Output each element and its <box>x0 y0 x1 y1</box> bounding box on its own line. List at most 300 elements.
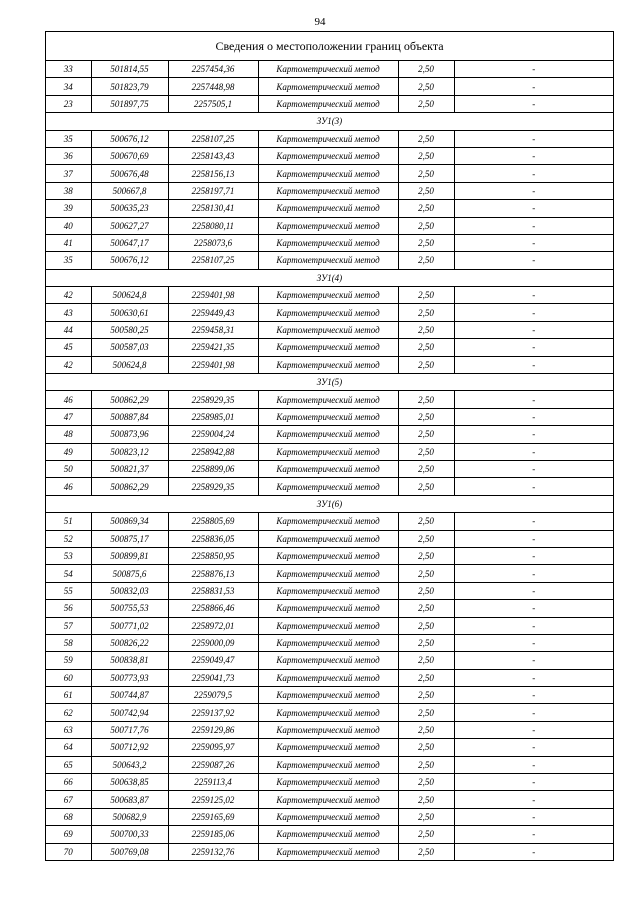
y-coordinate-cell: 2258850,95 <box>168 547 258 564</box>
y-coordinate-cell: 2258972,01 <box>168 617 258 634</box>
method-cell: Картометрический метод <box>258 460 398 477</box>
point-number-cell: 40 <box>46 217 91 234</box>
accuracy-cell: 2,50 <box>398 721 454 738</box>
note-cell: - <box>454 704 613 721</box>
accuracy-cell: 2,50 <box>398 617 454 634</box>
y-coordinate-cell: 2259079,5 <box>168 687 258 704</box>
table-title: Сведения о местоположении границ объекта <box>46 32 613 61</box>
note-cell: - <box>454 460 613 477</box>
note-cell: - <box>454 61 613 78</box>
accuracy-cell: 2,50 <box>398 147 454 164</box>
x-coordinate-cell: 500676,12 <box>91 252 168 269</box>
point-number-cell: 39 <box>46 200 91 217</box>
method-cell: Картометрический метод <box>258 774 398 791</box>
note-cell: - <box>454 78 613 95</box>
x-coordinate-cell: 500869,34 <box>91 513 168 530</box>
x-coordinate-cell: 500580,25 <box>91 321 168 338</box>
note-cell: - <box>454 600 613 617</box>
y-coordinate-cell: 2259421,35 <box>168 339 258 356</box>
y-coordinate-cell: 2257454,36 <box>168 61 258 78</box>
y-coordinate-cell: 2258107,25 <box>168 130 258 147</box>
point-number-cell: 66 <box>46 774 91 791</box>
point-number-cell: 54 <box>46 565 91 582</box>
point-number-cell: 46 <box>46 478 91 495</box>
x-coordinate-cell: 500700,33 <box>91 826 168 843</box>
table-row <box>46 582 613 599</box>
x-coordinate-cell: 500627,27 <box>91 217 168 234</box>
method-cell: Картометрический метод <box>258 565 398 582</box>
x-coordinate-cell: 500887,84 <box>91 408 168 425</box>
point-number-cell: 48 <box>46 426 91 443</box>
table-row <box>46 547 613 564</box>
accuracy-cell: 2,50 <box>398 478 454 495</box>
x-coordinate-cell: 500744,87 <box>91 687 168 704</box>
accuracy-cell: 2,50 <box>398 774 454 791</box>
note-cell: - <box>454 530 613 547</box>
table-row <box>46 721 613 738</box>
y-coordinate-cell: 2259049,47 <box>168 652 258 669</box>
x-coordinate-cell: 500635,23 <box>91 200 168 217</box>
table-row <box>46 513 613 530</box>
method-cell: Картометрический метод <box>258 391 398 408</box>
point-number-cell: 64 <box>46 739 91 756</box>
boundary-table-container <box>45 31 614 861</box>
point-number-cell: 60 <box>46 669 91 686</box>
y-coordinate-cell: 2258929,35 <box>168 391 258 408</box>
y-coordinate-cell: 2258899,06 <box>168 460 258 477</box>
table-row <box>46 808 613 825</box>
accuracy-cell: 2,50 <box>398 252 454 269</box>
point-number-cell: 46 <box>46 391 91 408</box>
x-coordinate-cell: 500821,37 <box>91 460 168 477</box>
note-cell: - <box>454 443 613 460</box>
table-row <box>46 321 613 338</box>
table-row <box>46 669 613 686</box>
x-coordinate-cell: 500670,69 <box>91 147 168 164</box>
point-number-cell: 53 <box>46 547 91 564</box>
table-row <box>46 95 613 112</box>
y-coordinate-cell: 2258985,01 <box>168 408 258 425</box>
note-cell: - <box>454 391 613 408</box>
table-row <box>46 408 613 425</box>
point-number-cell: 56 <box>46 600 91 617</box>
x-coordinate-cell: 500838,81 <box>91 652 168 669</box>
accuracy-cell: 2,50 <box>398 356 454 373</box>
accuracy-cell: 2,50 <box>398 165 454 182</box>
point-number-cell: 68 <box>46 808 91 825</box>
method-cell: Картометрический метод <box>258 165 398 182</box>
method-cell: Картометрический метод <box>258 408 398 425</box>
point-number-cell: 35 <box>46 252 91 269</box>
note-cell: - <box>454 339 613 356</box>
accuracy-cell: 2,50 <box>398 443 454 460</box>
accuracy-cell: 2,50 <box>398 339 454 356</box>
table-row <box>46 217 613 234</box>
x-coordinate-cell: 500875,6 <box>91 565 168 582</box>
table-row <box>46 774 613 791</box>
point-number-cell: 35 <box>46 130 91 147</box>
table-row <box>46 843 613 860</box>
accuracy-cell: 2,50 <box>398 321 454 338</box>
x-coordinate-cell: 501814,55 <box>91 61 168 78</box>
x-coordinate-cell: 501897,75 <box>91 95 168 112</box>
x-coordinate-cell: 500769,08 <box>91 843 168 860</box>
y-coordinate-cell: 2258143,43 <box>168 147 258 164</box>
method-cell: Картометрический метод <box>258 513 398 530</box>
method-cell: Картометрический метод <box>258 808 398 825</box>
y-coordinate-cell: 2259132,76 <box>168 843 258 860</box>
method-cell: Картометрический метод <box>258 182 398 199</box>
section-label: ЗУ1(5) <box>46 374 613 391</box>
note-cell: - <box>454 356 613 373</box>
y-coordinate-cell: 2258929,35 <box>168 478 258 495</box>
note-cell: - <box>454 130 613 147</box>
accuracy-cell: 2,50 <box>398 756 454 773</box>
accuracy-cell: 2,50 <box>398 200 454 217</box>
y-coordinate-cell: 2258080,11 <box>168 217 258 234</box>
x-coordinate-cell: 500773,93 <box>91 669 168 686</box>
note-cell: - <box>454 652 613 669</box>
table-row <box>46 600 613 617</box>
note-cell: - <box>454 826 613 843</box>
method-cell: Картометрический метод <box>258 95 398 112</box>
point-number-cell: 61 <box>46 687 91 704</box>
y-coordinate-cell: 2259185,06 <box>168 826 258 843</box>
note-cell: - <box>454 287 613 304</box>
accuracy-cell: 2,50 <box>398 669 454 686</box>
table-row <box>46 756 613 773</box>
y-coordinate-cell: 2259087,26 <box>168 756 258 773</box>
note-cell: - <box>454 756 613 773</box>
note-cell: - <box>454 200 613 217</box>
point-number-cell: 23 <box>46 95 91 112</box>
x-coordinate-cell: 500683,87 <box>91 791 168 808</box>
accuracy-cell: 2,50 <box>398 565 454 582</box>
method-cell: Картометрический метод <box>258 704 398 721</box>
y-coordinate-cell: 2258156,13 <box>168 165 258 182</box>
table-row <box>46 617 613 634</box>
table-row <box>46 200 613 217</box>
point-number-cell: 42 <box>46 356 91 373</box>
x-coordinate-cell: 500823,12 <box>91 443 168 460</box>
table-row <box>46 304 613 321</box>
accuracy-cell: 2,50 <box>398 826 454 843</box>
note-cell: - <box>454 304 613 321</box>
method-cell: Картометрический метод <box>258 843 398 860</box>
section-header-row <box>46 374 613 391</box>
note-cell: - <box>454 739 613 756</box>
accuracy-cell: 2,50 <box>398 704 454 721</box>
note-cell: - <box>454 791 613 808</box>
note-cell: - <box>454 721 613 738</box>
table-row <box>46 61 613 78</box>
y-coordinate-cell: 2258876,13 <box>168 565 258 582</box>
method-cell: Картометрический метод <box>258 826 398 843</box>
table-row <box>46 704 613 721</box>
x-coordinate-cell: 501823,79 <box>91 78 168 95</box>
note-cell: - <box>454 547 613 564</box>
x-coordinate-cell: 500875,17 <box>91 530 168 547</box>
accuracy-cell: 2,50 <box>398 408 454 425</box>
accuracy-cell: 2,50 <box>398 582 454 599</box>
point-number-cell: 43 <box>46 304 91 321</box>
method-cell: Картометрический метод <box>258 287 398 304</box>
accuracy-cell: 2,50 <box>398 234 454 251</box>
table-row <box>46 182 613 199</box>
method-cell: Картометрический метод <box>258 478 398 495</box>
x-coordinate-cell: 500899,81 <box>91 547 168 564</box>
point-number-cell: 44 <box>46 321 91 338</box>
coordinates-table-body <box>46 61 613 860</box>
x-coordinate-cell: 500624,8 <box>91 356 168 373</box>
point-number-cell: 65 <box>46 756 91 773</box>
x-coordinate-cell: 500712,92 <box>91 739 168 756</box>
note-cell: - <box>454 217 613 234</box>
table-row <box>46 739 613 756</box>
method-cell: Картометрический метод <box>258 339 398 356</box>
y-coordinate-cell: 2257505,1 <box>168 95 258 112</box>
y-coordinate-cell: 2257448,98 <box>168 78 258 95</box>
section-label: ЗУ1(4) <box>46 269 613 286</box>
point-number-cell: 36 <box>46 147 91 164</box>
y-coordinate-cell: 2258197,71 <box>168 182 258 199</box>
y-coordinate-cell: 2258942,88 <box>168 443 258 460</box>
x-coordinate-cell: 500587,03 <box>91 339 168 356</box>
table-row <box>46 391 613 408</box>
accuracy-cell: 2,50 <box>398 739 454 756</box>
table-row <box>46 147 613 164</box>
coordinates-table <box>46 61 613 860</box>
accuracy-cell: 2,50 <box>398 95 454 112</box>
table-row <box>46 356 613 373</box>
point-number-cell: 70 <box>46 843 91 860</box>
method-cell: Картометрический метод <box>258 530 398 547</box>
y-coordinate-cell: 2259458,31 <box>168 321 258 338</box>
accuracy-cell: 2,50 <box>398 843 454 860</box>
x-coordinate-cell: 500676,12 <box>91 130 168 147</box>
method-cell: Картометрический метод <box>258 200 398 217</box>
method-cell: Картометрический метод <box>258 739 398 756</box>
y-coordinate-cell: 2259041,73 <box>168 669 258 686</box>
accuracy-cell: 2,50 <box>398 130 454 147</box>
y-coordinate-cell: 2258866,46 <box>168 600 258 617</box>
table-row <box>46 339 613 356</box>
x-coordinate-cell: 500647,17 <box>91 234 168 251</box>
table-row <box>46 252 613 269</box>
method-cell: Картометрический метод <box>258 617 398 634</box>
x-coordinate-cell: 500624,8 <box>91 287 168 304</box>
method-cell: Картометрический метод <box>258 217 398 234</box>
y-coordinate-cell: 2258073,6 <box>168 234 258 251</box>
method-cell: Картометрический метод <box>258 634 398 651</box>
method-cell: Картометрический метод <box>258 252 398 269</box>
note-cell: - <box>454 565 613 582</box>
table-row <box>46 634 613 651</box>
method-cell: Картометрический метод <box>258 791 398 808</box>
note-cell: - <box>454 634 613 651</box>
accuracy-cell: 2,50 <box>398 217 454 234</box>
y-coordinate-cell: 2259000,09 <box>168 634 258 651</box>
table-row <box>46 652 613 669</box>
method-cell: Картометрический метод <box>258 669 398 686</box>
table-row <box>46 165 613 182</box>
y-coordinate-cell: 2258130,41 <box>168 200 258 217</box>
x-coordinate-cell: 500717,76 <box>91 721 168 738</box>
method-cell: Картометрический метод <box>258 652 398 669</box>
table-row <box>46 478 613 495</box>
method-cell: Картометрический метод <box>258 600 398 617</box>
table-row <box>46 791 613 808</box>
method-cell: Картометрический метод <box>258 426 398 443</box>
point-number-cell: 33 <box>46 61 91 78</box>
x-coordinate-cell: 500862,29 <box>91 478 168 495</box>
y-coordinate-cell: 2259125,02 <box>168 791 258 808</box>
method-cell: Картометрический метод <box>258 234 398 251</box>
method-cell: Картометрический метод <box>258 582 398 599</box>
point-number-cell: 63 <box>46 721 91 738</box>
point-number-cell: 45 <box>46 339 91 356</box>
point-number-cell: 42 <box>46 287 91 304</box>
y-coordinate-cell: 2259449,43 <box>168 304 258 321</box>
point-number-cell: 34 <box>46 78 91 95</box>
note-cell: - <box>454 321 613 338</box>
table-row <box>46 130 613 147</box>
accuracy-cell: 2,50 <box>398 530 454 547</box>
x-coordinate-cell: 500638,85 <box>91 774 168 791</box>
y-coordinate-cell: 2259165,69 <box>168 808 258 825</box>
accuracy-cell: 2,50 <box>398 634 454 651</box>
accuracy-cell: 2,50 <box>398 182 454 199</box>
section-label: ЗУ1(6) <box>46 495 613 512</box>
point-number-cell: 52 <box>46 530 91 547</box>
note-cell: - <box>454 408 613 425</box>
accuracy-cell: 2,50 <box>398 61 454 78</box>
note-cell: - <box>454 147 613 164</box>
y-coordinate-cell: 2258107,25 <box>168 252 258 269</box>
table-row <box>46 426 613 443</box>
section-header-row <box>46 495 613 512</box>
method-cell: Картометрический метод <box>258 687 398 704</box>
table-row <box>46 460 613 477</box>
method-cell: Картометрический метод <box>258 321 398 338</box>
y-coordinate-cell: 2258831,53 <box>168 582 258 599</box>
x-coordinate-cell: 500771,02 <box>91 617 168 634</box>
note-cell: - <box>454 843 613 860</box>
point-number-cell: 57 <box>46 617 91 634</box>
x-coordinate-cell: 500643,2 <box>91 756 168 773</box>
accuracy-cell: 2,50 <box>398 287 454 304</box>
table-row <box>46 234 613 251</box>
note-cell: - <box>454 234 613 251</box>
y-coordinate-cell: 2259401,98 <box>168 356 258 373</box>
note-cell: - <box>454 478 613 495</box>
point-number-cell: 69 <box>46 826 91 843</box>
point-number-cell: 58 <box>46 634 91 651</box>
x-coordinate-cell: 500873,96 <box>91 426 168 443</box>
note-cell: - <box>454 669 613 686</box>
y-coordinate-cell: 2259129,86 <box>168 721 258 738</box>
point-number-cell: 59 <box>46 652 91 669</box>
method-cell: Картометрический метод <box>258 356 398 373</box>
y-coordinate-cell: 2259401,98 <box>168 287 258 304</box>
note-cell: - <box>454 617 613 634</box>
accuracy-cell: 2,50 <box>398 460 454 477</box>
section-label: ЗУ1(3) <box>46 113 613 130</box>
note-cell: - <box>454 95 613 112</box>
accuracy-cell: 2,50 <box>398 547 454 564</box>
x-coordinate-cell: 500682,9 <box>91 808 168 825</box>
x-coordinate-cell: 500755,53 <box>91 600 168 617</box>
method-cell: Картометрический метод <box>258 443 398 460</box>
accuracy-cell: 2,50 <box>398 78 454 95</box>
x-coordinate-cell: 500742,94 <box>91 704 168 721</box>
table-row <box>46 78 613 95</box>
table-row <box>46 565 613 582</box>
note-cell: - <box>454 426 613 443</box>
method-cell: Картометрический метод <box>258 721 398 738</box>
accuracy-cell: 2,50 <box>398 600 454 617</box>
note-cell: - <box>454 774 613 791</box>
table-row <box>46 443 613 460</box>
note-cell: - <box>454 582 613 599</box>
accuracy-cell: 2,50 <box>398 513 454 530</box>
x-coordinate-cell: 500667,8 <box>91 182 168 199</box>
point-number-cell: 67 <box>46 791 91 808</box>
point-number-cell: 49 <box>46 443 91 460</box>
page-number: 94 <box>314 16 326 28</box>
point-number-cell: 55 <box>46 582 91 599</box>
accuracy-cell: 2,50 <box>398 652 454 669</box>
method-cell: Картометрический метод <box>258 547 398 564</box>
accuracy-cell: 2,50 <box>398 808 454 825</box>
y-coordinate-cell: 2259095,97 <box>168 739 258 756</box>
point-number-cell: 41 <box>46 234 91 251</box>
point-number-cell: 47 <box>46 408 91 425</box>
x-coordinate-cell: 500676,48 <box>91 165 168 182</box>
note-cell: - <box>454 808 613 825</box>
note-cell: - <box>454 165 613 182</box>
table-row <box>46 826 613 843</box>
point-number-cell: 37 <box>46 165 91 182</box>
section-header-row <box>46 113 613 130</box>
accuracy-cell: 2,50 <box>398 391 454 408</box>
accuracy-cell: 2,50 <box>398 304 454 321</box>
method-cell: Картометрический метод <box>258 130 398 147</box>
x-coordinate-cell: 500630,61 <box>91 304 168 321</box>
point-number-cell: 62 <box>46 704 91 721</box>
accuracy-cell: 2,50 <box>398 791 454 808</box>
y-coordinate-cell: 2259004,24 <box>168 426 258 443</box>
table-row <box>46 687 613 704</box>
point-number-cell: 51 <box>46 513 91 530</box>
x-coordinate-cell: 500826,22 <box>91 634 168 651</box>
x-coordinate-cell: 500862,29 <box>91 391 168 408</box>
y-coordinate-cell: 2259137,92 <box>168 704 258 721</box>
point-number-cell: 50 <box>46 460 91 477</box>
note-cell: - <box>454 182 613 199</box>
section-header-row <box>46 269 613 286</box>
accuracy-cell: 2,50 <box>398 687 454 704</box>
accuracy-cell: 2,50 <box>398 426 454 443</box>
y-coordinate-cell: 2258836,05 <box>168 530 258 547</box>
note-cell: - <box>454 252 613 269</box>
table-row <box>46 530 613 547</box>
note-cell: - <box>454 687 613 704</box>
y-coordinate-cell: 2259113,4 <box>168 774 258 791</box>
method-cell: Картометрический метод <box>258 756 398 773</box>
method-cell: Картометрический метод <box>258 61 398 78</box>
method-cell: Картометрический метод <box>258 78 398 95</box>
